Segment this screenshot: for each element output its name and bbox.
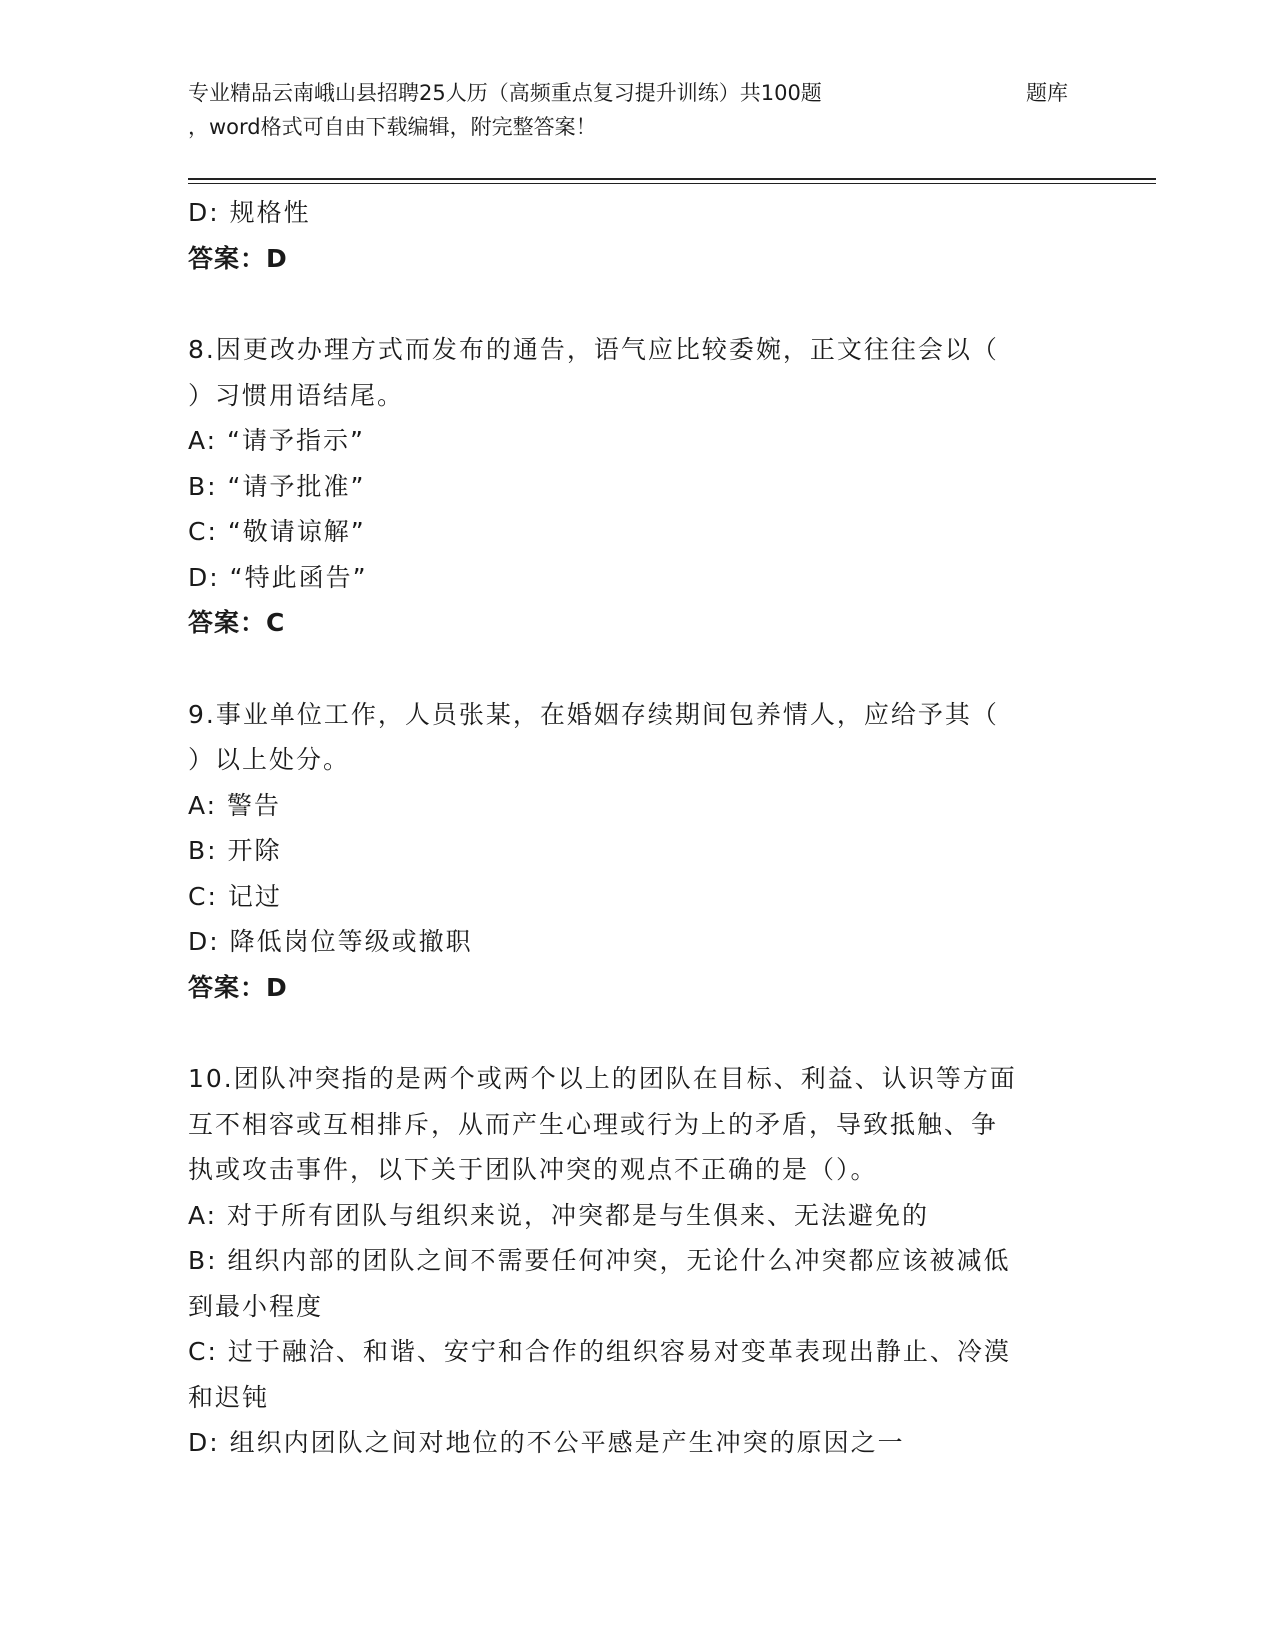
question-stem: 9.事业单位工作，人员张某，在婚姻存续期间包养情人，应给予其（ — [188, 699, 999, 729]
question-stem: 执或攻击事件，以下关于团队冲突的观点不正确的是（）。 — [188, 1155, 878, 1184]
option-d: D: 组织内团队之间对地位的不公平感是产生冲突的原因之一 — [188, 1428, 905, 1457]
answer: 答案：D — [188, 972, 288, 1002]
prev-answer: 答案：D — [188, 243, 288, 273]
option-a: A: 警告 — [188, 790, 282, 820]
spacer — [188, 281, 1068, 327]
question-stem: 10.团队冲突指的是两个或两个以上的团队在目标、利益、认识等方面 — [188, 1064, 1017, 1093]
question-8 — [188, 327, 1068, 646]
option-d: D: “特此函告” — [188, 562, 368, 592]
question-stem: ）以上处分。 — [188, 745, 351, 774]
question-stem: 互不相容或互相排斥，从而产生心理或行为上的矛盾，导致抵触、争 — [188, 1109, 999, 1139]
option-c: C: “敬请谅解” — [188, 517, 366, 546]
option-a: A: 对于所有团队与组织来说，冲突都是与生俱来、无法避免的 — [188, 1200, 930, 1230]
question-9 — [188, 692, 1068, 1011]
option-c: C: 过于融洽、和谐、安宁和合作的组织容易对变革表现出静止、冷漠 — [188, 1337, 1011, 1366]
header-rule-bottom — [188, 183, 1156, 184]
option-b: B: “请予批准” — [188, 471, 366, 501]
question-stem: 8.因更改办理方式而发布的通告，语气应比较委婉，正文往往会以（ — [188, 335, 999, 364]
option-b: B: 组织内部的团队之间不需要任何冲突，无论什么冲突都应该被减低 — [188, 1246, 1011, 1275]
option-b: B: 开除 — [188, 836, 282, 865]
option-b-continued: 到最小程度 — [188, 1291, 324, 1321]
question-10 — [188, 1056, 1068, 1466]
header-rule-top — [188, 178, 1156, 180]
option-a: A: “请予指示” — [188, 426, 365, 455]
spacer — [188, 1010, 1068, 1056]
header-title: 专业精品云南峨山县招聘25人历（高频重点复习提升训练）共100题 — [188, 81, 822, 105]
option-d: D: 降低岗位等级或撤职 — [188, 927, 473, 956]
document-body — [188, 190, 1068, 1466]
header-label: 题库 — [1026, 81, 1068, 105]
spacer — [188, 646, 1068, 692]
prev-option-d: D: 规格性 — [188, 198, 311, 227]
answer: 答案：C — [188, 608, 286, 637]
header-subtitle: ，word格式可自由下载编辑，附完整答案！ — [188, 115, 597, 139]
option-c-continued: 和迟钝 — [188, 1382, 270, 1412]
question-stem: ）习惯用语结尾。 — [188, 380, 405, 410]
option-c: C: 记过 — [188, 881, 282, 911]
page-header — [188, 76, 1068, 144]
